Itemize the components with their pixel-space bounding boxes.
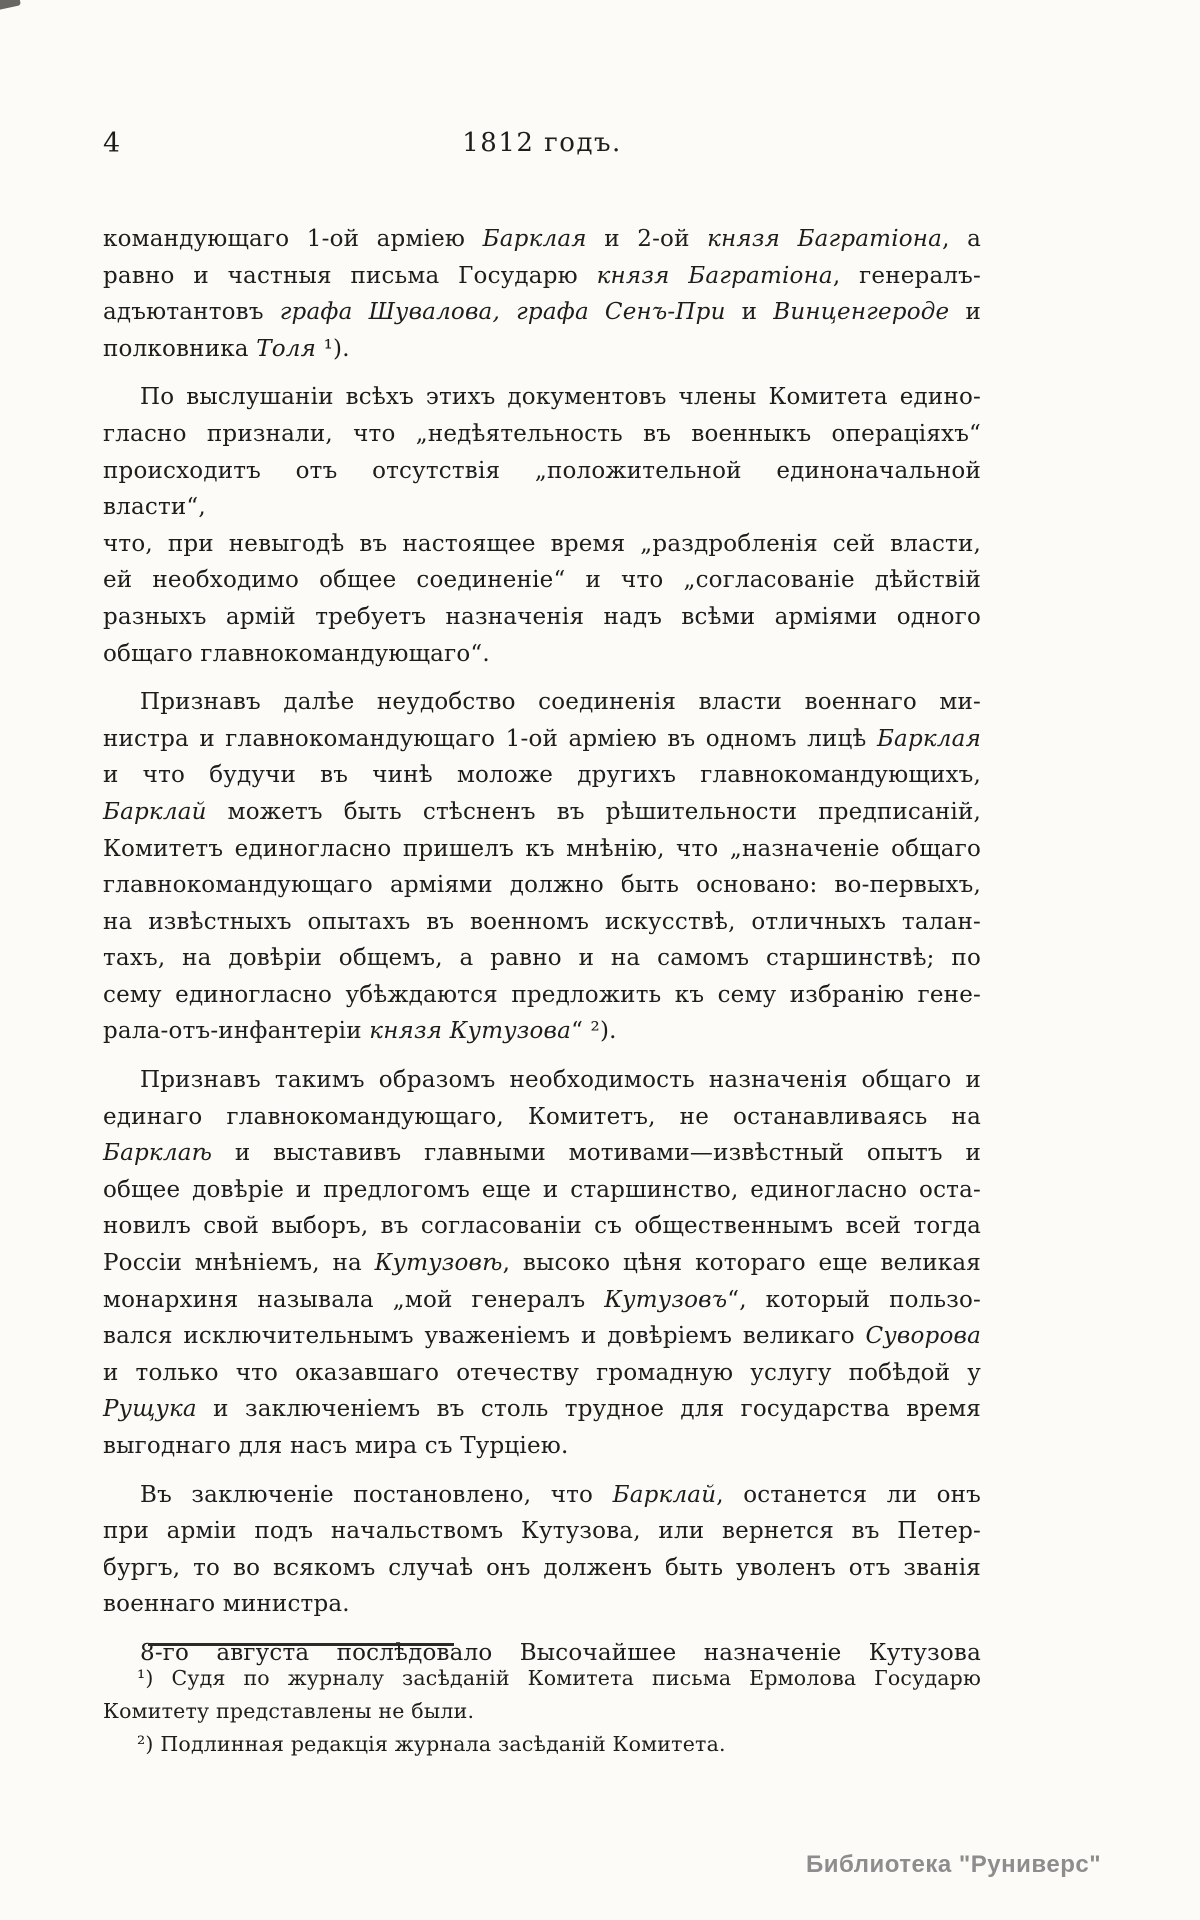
italic-text-segment: Рущука xyxy=(103,1396,197,1423)
text-segment: и выставивъ главными мотивами—извѣстный опытъ и xyxy=(212,1140,981,1167)
italic-text-segment: Барклая xyxy=(482,226,587,252)
italic-text-segment: Барклаѣ xyxy=(103,1140,213,1167)
text-segment: , а xyxy=(942,226,981,252)
text-line xyxy=(103,1662,981,1695)
text-line xyxy=(103,1318,981,1355)
footnote xyxy=(103,1662,981,1728)
paragraph xyxy=(103,684,981,1050)
text-line xyxy=(103,331,981,368)
text-line xyxy=(103,1282,981,1319)
text-segment: можетъ быть стѣсненъ въ рѣшительности предписаній, xyxy=(206,798,981,825)
italic-text-segment: Винценгероде xyxy=(773,299,950,326)
text-segment: общее довѣріе и предлогомъ еще и старшинство, единогласно оста- xyxy=(103,1176,981,1203)
text-segment: По выслушаніи всѣхъ этихъ документовъ члены Комитета едино- xyxy=(140,384,981,411)
text-line xyxy=(103,1728,981,1761)
text-segment: Признавъ такимъ образомъ необходимость назначенія общаго и xyxy=(140,1067,981,1094)
text-segment: единаго главнокомандующаго, Комитетъ, не останавливаясь на xyxy=(103,1103,981,1130)
text-line xyxy=(103,1695,981,1728)
text-segment: происходитъ отъ отсутствія „положительной единоначальной власти“, xyxy=(103,457,981,521)
text-segment: ¹). xyxy=(316,335,350,362)
text-segment: что, при невыгодѣ въ настоящее время „раздробленія сей власти, xyxy=(103,530,981,557)
text-line xyxy=(103,294,981,331)
text-segment: и заключеніемъ въ столь трудное для государства время xyxy=(196,1396,981,1423)
text-segment: нистра и главнокомандующаго 1-ой арміею въ одномъ лицѣ xyxy=(103,725,877,752)
text-segment: и 2-ой xyxy=(586,226,708,252)
text-line xyxy=(103,1391,981,1428)
text-segment: разныхъ армій требуетъ назначенія надъ всѣми арміями одного xyxy=(103,603,981,630)
text-line xyxy=(103,1062,981,1099)
footnotes-block xyxy=(103,1662,981,1761)
text-segment: адъютантовъ xyxy=(103,299,280,326)
text-segment: военнаго министра. xyxy=(103,1591,350,1618)
text-line xyxy=(103,1013,981,1050)
text-segment: и что будучи въ чинѣ моложе другихъ главнокомандующихъ, xyxy=(103,762,981,789)
text-line xyxy=(103,453,981,526)
italic-text-segment: Барклай xyxy=(103,798,207,825)
text-line xyxy=(103,794,981,831)
text-line xyxy=(103,1586,981,1623)
text-segment: Признавъ далѣе неудобство соединенія власти военнаго ми- xyxy=(140,689,981,716)
page-header xyxy=(103,128,981,164)
text-segment: бургъ, то во всякомъ случаѣ онъ долженъ быть уволенъ отъ званія xyxy=(103,1554,981,1581)
italic-text-segment: Барклай xyxy=(612,1481,717,1508)
text-segment: ей необходимо общее соединеніе“ и что „согласованіе дѣйствій xyxy=(103,567,981,594)
italic-text-segment: графа Шувалова, xyxy=(279,299,500,326)
italic-text-segment: князя Кутузова xyxy=(369,1018,572,1045)
text-segment: Въ заключеніе постановлено, что xyxy=(140,1481,613,1508)
text-segment: гласно признали, что „недѣятельность въ военныкъ операціяхъ“ xyxy=(103,420,981,447)
text-line xyxy=(103,940,981,977)
paragraph xyxy=(103,221,981,367)
text-segment: Комитету представлены не были. xyxy=(103,1699,475,1723)
library-watermark: Библиотека "Руниверс" xyxy=(806,1851,1102,1878)
text-segment: главнокомандующаго арміями должно быть основано: во-первыхъ, xyxy=(103,872,981,899)
text-segment: и только что оказавшаго отечеству громадную услугу побѣдой у xyxy=(103,1359,981,1386)
text-line xyxy=(103,721,981,758)
paragraph xyxy=(103,1062,981,1465)
text-line xyxy=(103,977,981,1014)
page-number: 4 xyxy=(103,128,121,159)
footnote xyxy=(103,1728,981,1761)
text-line xyxy=(103,1355,981,1392)
text-segment: 8-го августа послѣдовало Высочайшее назначеніе Кутузова xyxy=(140,1639,981,1666)
scan-artifact xyxy=(0,0,21,11)
text-line xyxy=(103,379,981,416)
text-segment: при арміи подъ начальствомъ Кутузова, или вернется въ Петер- xyxy=(103,1518,981,1545)
paragraph xyxy=(103,379,981,672)
text-segment: монархиня называла „мой генералъ xyxy=(103,1286,605,1313)
text-line xyxy=(103,636,981,673)
text-line xyxy=(103,1477,981,1514)
text-segment: “, который пользо- xyxy=(727,1286,981,1313)
main-text-block xyxy=(103,221,981,1684)
text-segment: и xyxy=(725,299,774,326)
italic-text-segment: князя Багратіона xyxy=(707,226,943,252)
text-line xyxy=(103,684,981,721)
text-segment: на извѣстныхъ опытахъ въ военномъ искусствѣ, отличныхъ талан- xyxy=(103,908,981,935)
text-segment: Комитетъ единогласно пришелъ къ мнѣнію, что „назначеніе общаго xyxy=(103,835,981,862)
text-segment: общаго главнокомандующаго“. xyxy=(103,640,490,667)
text-line xyxy=(103,1245,981,1282)
text-segment: новилъ свой выборъ, въ согласованіи съ общественнымъ всей тогда xyxy=(103,1213,981,1240)
text-line xyxy=(103,1550,981,1587)
text-segment: тахъ, на довѣріи общемъ, а равно и на самомъ старшинствѣ; по xyxy=(103,945,981,972)
text-segment: ²) Подлинная редакція журнала засѣданій Комитета. xyxy=(137,1732,726,1756)
text-line xyxy=(103,831,981,868)
text-line xyxy=(103,904,981,941)
text-line xyxy=(103,599,981,636)
text-line xyxy=(103,1135,981,1172)
text-line xyxy=(103,867,981,904)
text-line xyxy=(103,1099,981,1136)
text-line xyxy=(103,416,981,453)
text-segment: вался исключительнымъ уваженіемъ и довѣріемъ великаго xyxy=(103,1323,866,1350)
italic-text-segment: Барклая xyxy=(876,725,981,752)
text-segment: , высоко цѣня котораго еще великая xyxy=(502,1250,982,1277)
footnote-separator xyxy=(148,1643,454,1646)
text-line xyxy=(103,1428,981,1465)
text-line xyxy=(103,1172,981,1209)
running-title: 1812 годъ. xyxy=(462,128,622,158)
text-line xyxy=(103,1208,981,1245)
text-segment: Россіи мнѣніемъ, на xyxy=(103,1250,375,1277)
italic-text-segment: князя Багратіона xyxy=(596,262,833,289)
text-segment xyxy=(500,299,516,325)
text-segment: командующаго 1-ой арміею xyxy=(103,226,483,252)
text-segment: сему единогласно убѣждаются предложить къ сему избранію гене- xyxy=(103,981,981,1008)
text-segment: и xyxy=(949,299,981,326)
text-line xyxy=(103,221,981,258)
italic-text-segment: Толя xyxy=(256,335,317,362)
text-segment: равно и частныя письма Государю xyxy=(103,262,597,289)
text-segment: выгоднаго для насъ мира съ Турціею. xyxy=(103,1433,569,1459)
text-segment: , генералъ- xyxy=(832,262,981,289)
text-segment: ¹) Судя по журналу засѣданій Комитета письма Ермолова Государю xyxy=(137,1666,981,1690)
text-line xyxy=(103,562,981,599)
text-segment: “ ²). xyxy=(571,1018,617,1045)
text-line xyxy=(103,526,981,563)
italic-text-segment: Кутузовѣ xyxy=(374,1250,503,1277)
italic-text-segment: Кутузовъ xyxy=(604,1286,728,1313)
text-line xyxy=(103,757,981,794)
italic-text-segment: графа Сенъ-При xyxy=(516,299,726,326)
text-segment: полковника xyxy=(103,335,257,362)
text-line xyxy=(103,258,981,295)
paragraph xyxy=(103,1477,981,1623)
text-segment: , останется ли онъ xyxy=(716,1481,981,1508)
italic-text-segment: Суворова xyxy=(865,1323,981,1350)
text-segment: рала-отъ-инфантеріи xyxy=(103,1018,370,1045)
text-line xyxy=(103,1513,981,1550)
